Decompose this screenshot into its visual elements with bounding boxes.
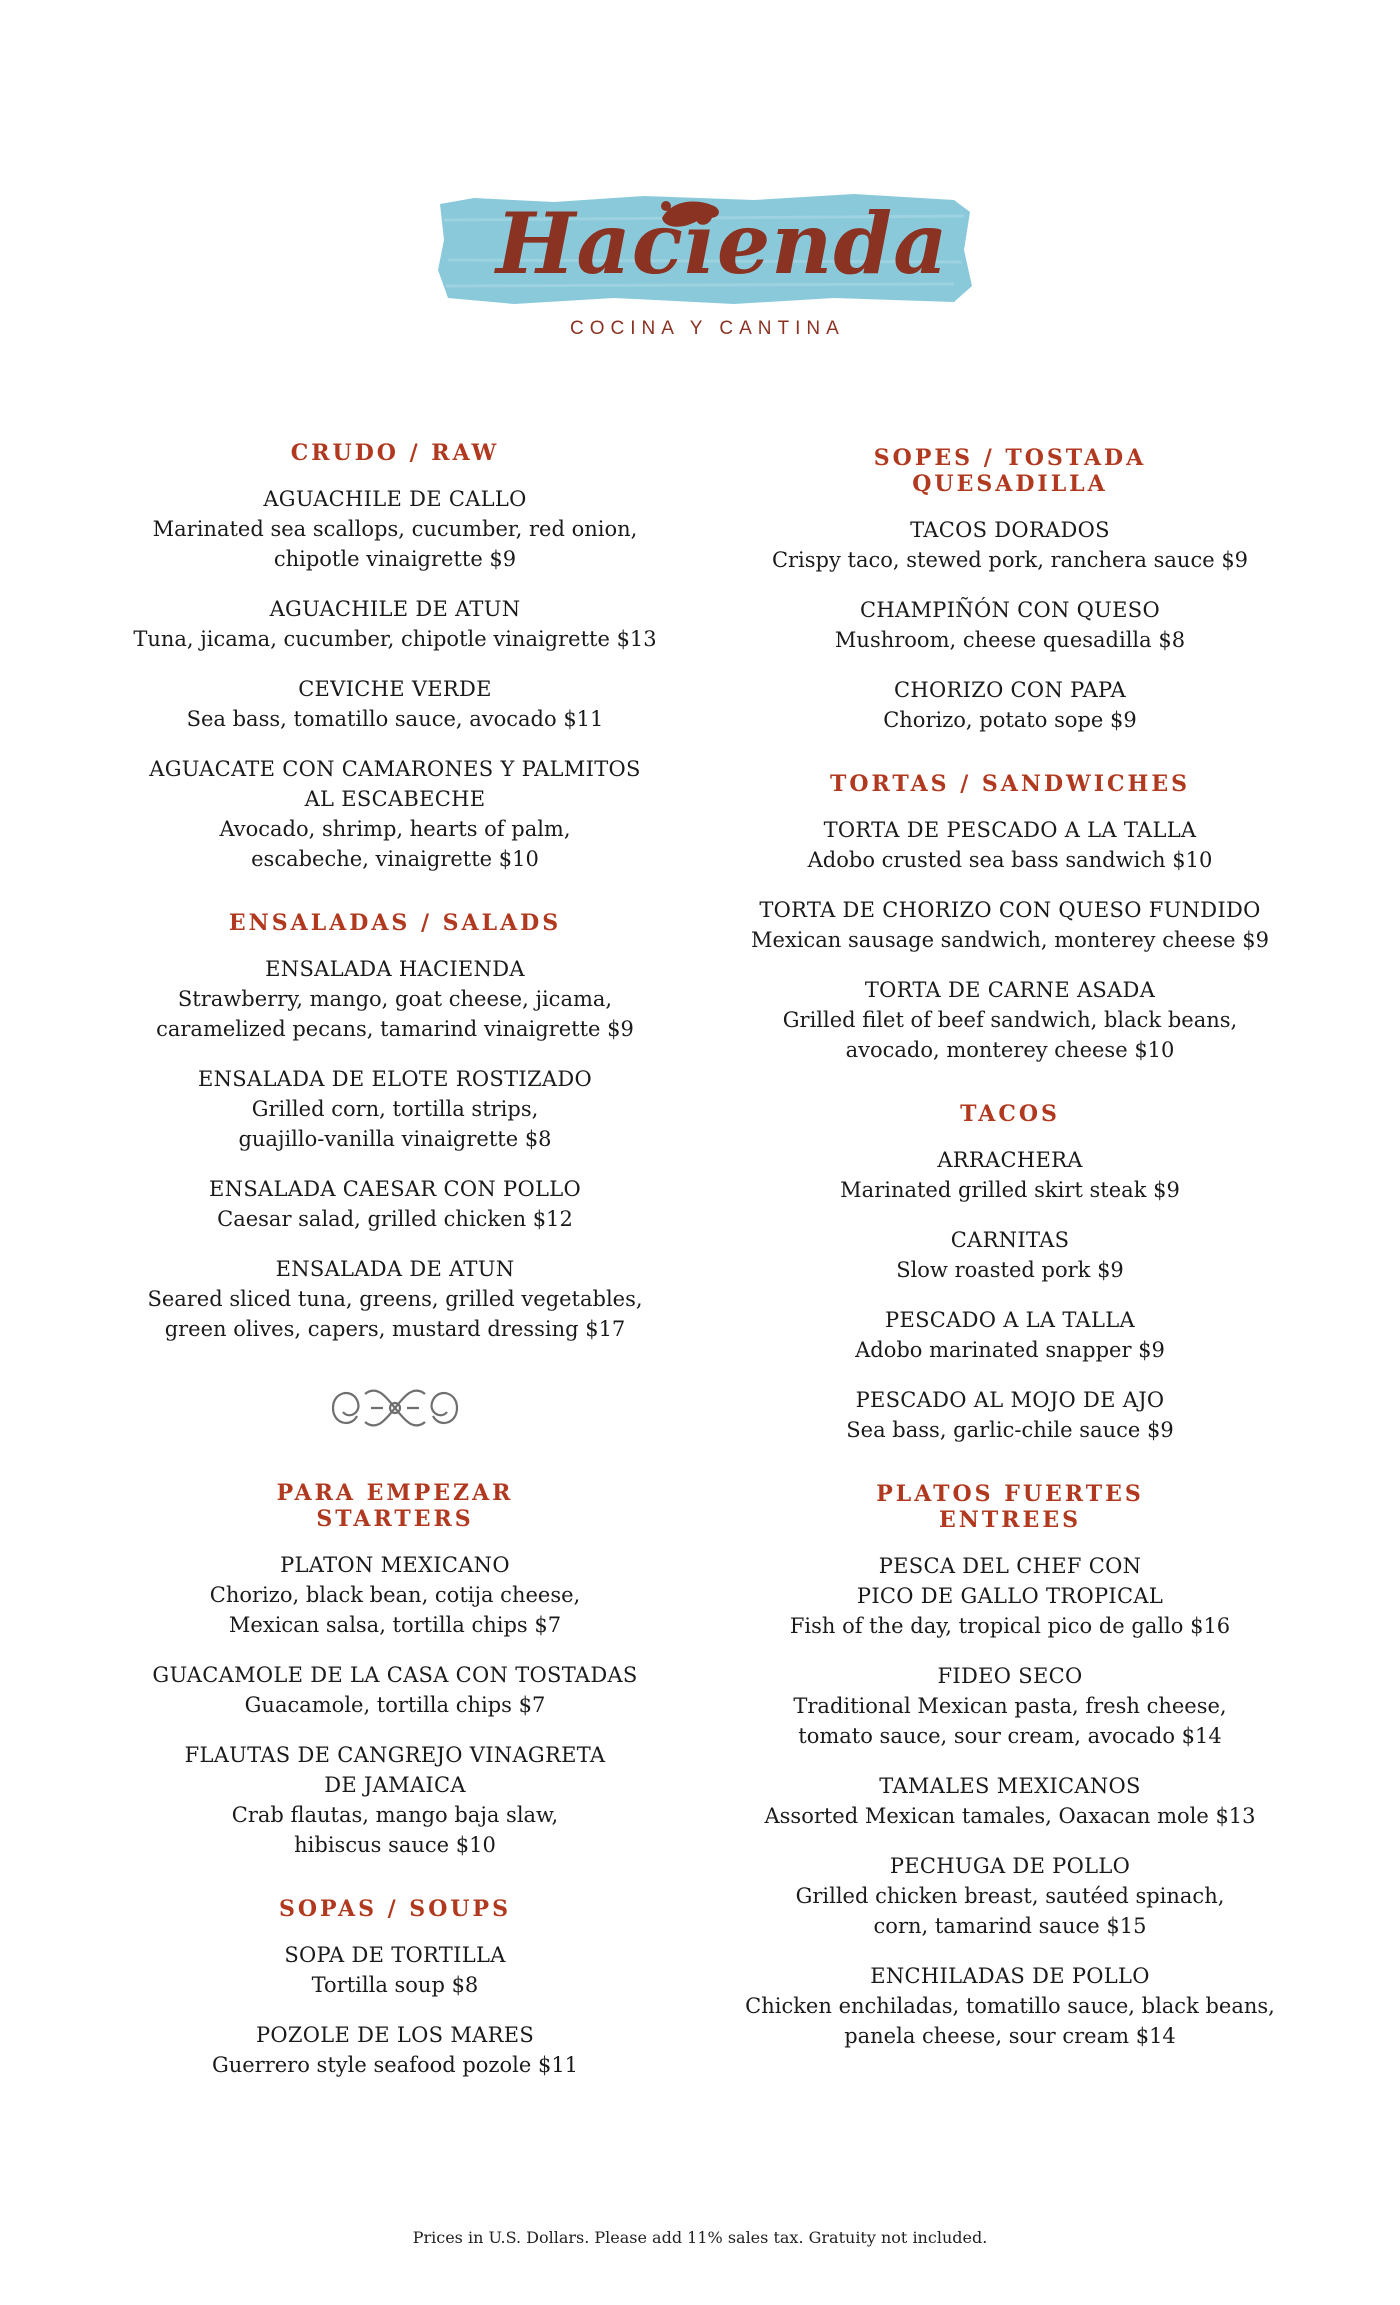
menu-item-description: Chorizo, potato sope $9 xyxy=(883,708,1137,732)
menu-item-description: Mushroom, cheese quesadilla $8 xyxy=(834,628,1186,652)
menu-item xyxy=(730,675,1290,735)
menu-item-description: caramelized pecans, tamarind vinaigrette $9 xyxy=(156,1017,634,1041)
menu-item-name: CHAMPIÑÓN CON QUESO xyxy=(860,598,1160,622)
section-title xyxy=(115,1896,675,1922)
section-title xyxy=(730,771,1290,797)
section-title-line: TACOS xyxy=(960,1101,1060,1127)
menu-item xyxy=(115,1174,675,1234)
section-title-line: ENSALADAS / SALADS xyxy=(228,910,562,936)
menu-item-description: Sea bass, garlic-chile sauce $9 xyxy=(846,1418,1174,1442)
menu-item-name: PESCADO AL MOJO DE AJO xyxy=(855,1388,1165,1412)
menu-item-name: CHORIZO CON PAPA xyxy=(893,678,1127,702)
menu-item-name: TACOS DORADOS xyxy=(910,518,1110,542)
menu-item-name: ENSALADA CAESAR CON POLLO xyxy=(209,1177,581,1201)
menu-item xyxy=(115,1740,675,1860)
menu-item xyxy=(730,975,1290,1065)
menu-item-name: DE JAMAICA xyxy=(324,1773,466,1797)
menu-item xyxy=(730,1661,1290,1751)
menu-item-description: Grilled corn, tortilla strips, xyxy=(251,1097,539,1121)
menu-item-description: chipotle vinaigrette $9 xyxy=(273,547,517,571)
menu-item-name: CEVICHE VERDE xyxy=(298,677,492,701)
menu-item-name: PESCA DEL CHEF CON xyxy=(878,1554,1142,1578)
menu-item-name: AGUACHILE DE ATUN xyxy=(269,597,521,621)
menu-item-description: green olives, capers, mustard dressing $17 xyxy=(164,1317,626,1341)
menu-item-description: Mexican salsa, tortilla chips $7 xyxy=(228,1613,562,1637)
menu-section xyxy=(730,1481,1290,2051)
menu-item-name: POZOLE DE LOS MARES xyxy=(255,2023,535,2047)
menu-section xyxy=(730,445,1290,735)
menu-item-description: Marinated sea scallops, cucumber, red onion, xyxy=(152,517,638,541)
menu-column-right xyxy=(730,445,1290,2087)
section-title xyxy=(115,910,675,936)
menu-item xyxy=(730,1385,1290,1445)
menu-item-description: Grilled filet of beef sandwich, black beans, xyxy=(782,1008,1238,1032)
menu-item-name: FLAUTAS DE CANGREJO VINAGRETA xyxy=(184,1743,606,1767)
section-title xyxy=(730,1481,1290,1533)
menu-item xyxy=(730,1145,1290,1205)
menu-item-description: Chorizo, black bean, cotija cheese, xyxy=(209,1583,581,1607)
menu-item-description: Guerrero style seafood pozole $11 xyxy=(211,2053,579,2077)
logo-wordmark: Hacienda xyxy=(496,194,949,293)
menu-item xyxy=(730,1771,1290,1831)
menu-item-name: AGUACATE CON CAMARONES Y PALMITOS xyxy=(149,757,641,781)
menu-item-name: ARRACHERA xyxy=(937,1148,1083,1172)
section-title-line: PARA EMPEZAR xyxy=(276,1480,514,1506)
menu-section xyxy=(730,1101,1290,1445)
menu-item-description: panela cheese, sour cream $14 xyxy=(844,2024,1176,2048)
section-title-line: TORTAS / SANDWICHES xyxy=(829,771,1190,797)
menu-item-description: Crispy taco, stewed pork, ranchera sauce $9 xyxy=(771,548,1249,572)
menu-item xyxy=(115,954,675,1044)
section-title-line: ENTREES xyxy=(939,1507,1081,1533)
menu-item-name: TORTA DE CHORIZO CON QUESO FUNDIDO xyxy=(759,898,1261,922)
menu-section xyxy=(115,1480,675,1860)
section-title xyxy=(730,1101,1290,1127)
menu-section xyxy=(115,440,675,874)
menu-item-name: PLATON MEXICANO xyxy=(280,1553,510,1577)
section-title-line: CRUDO / RAW xyxy=(290,440,500,466)
menu-item xyxy=(730,595,1290,655)
menu-item-description: avocado, monterey cheese $10 xyxy=(845,1038,1175,1062)
menu-item xyxy=(730,1225,1290,1285)
menu-item-description: Avocado, shrimp, hearts of palm, xyxy=(219,817,571,841)
section-title xyxy=(115,440,675,466)
menu-item xyxy=(115,1064,675,1154)
menu-item-description: Crab flautas, mango baja slaw, xyxy=(231,1803,559,1827)
section-title xyxy=(730,445,1290,497)
menu-section xyxy=(115,910,675,1344)
menu-item-description: Guacamole, tortilla chips $7 xyxy=(244,1693,546,1717)
menu-item-name: FIDEO SECO xyxy=(937,1664,1083,1688)
menu-item-name: TORTA DE CARNE ASADA xyxy=(864,978,1156,1002)
menu-item xyxy=(115,674,675,734)
menu-item xyxy=(115,484,675,574)
menu-item xyxy=(115,1254,675,1344)
menu-item xyxy=(730,515,1290,575)
menu-column-left xyxy=(115,440,675,2116)
menu-item xyxy=(115,2020,675,2080)
section-title-line: SOPAS / SOUPS xyxy=(279,1896,511,1922)
menu-item-description: Assorted Mexican tamales, Oaxacan mole $13 xyxy=(764,1804,1256,1828)
menu-item-name: ENCHILADAS DE POLLO xyxy=(870,1964,1150,1988)
section-title xyxy=(115,1480,675,1532)
menu-item-description: Adobo crusted sea bass sandwich $10 xyxy=(807,848,1213,872)
menu-item-description: Slow roasted pork $9 xyxy=(896,1258,1124,1282)
menu-item-description: Adobo marinated snapper $9 xyxy=(855,1338,1165,1362)
menu-item xyxy=(730,895,1290,955)
menu-item-description: Marinated grilled skirt steak $9 xyxy=(840,1178,1180,1202)
menu-item-name: ENSALADA HACIENDA xyxy=(265,957,525,981)
menu-item-description: Strawberry, mango, goat cheese, jicama, xyxy=(177,987,613,1011)
menu-item-description: Grilled chicken breast, sautéed spinach, xyxy=(795,1884,1225,1908)
menu-item-description: Mexican sausage sandwich, monterey cheese $9 xyxy=(751,928,1269,952)
menu-item-description: Seared sliced tuna, greens, grilled vegetables, xyxy=(147,1287,643,1311)
menu-item-description: hibiscus sauce $10 xyxy=(294,1833,496,1857)
section-title-line: STARTERS xyxy=(316,1506,474,1532)
menu-item-description: Caesar salad, grilled chicken $12 xyxy=(217,1207,573,1231)
menu-item-name: ENSALADA DE ELOTE ROSTIZADO xyxy=(197,1067,593,1091)
menu-item xyxy=(730,1851,1290,1941)
menu-item xyxy=(730,815,1290,875)
menu-item-name: AL ESCABECHE xyxy=(304,787,486,811)
menu-item xyxy=(115,1940,675,2000)
menu-item-description: Sea bass, tomatillo sauce, avocado $11 xyxy=(186,707,604,731)
logo-subtitle: COCINA Y CANTINA xyxy=(570,318,845,339)
restaurant-logo xyxy=(434,190,974,350)
menu-section xyxy=(730,771,1290,1065)
menu-item-name: PESCADO A LA TALLA xyxy=(885,1308,1135,1332)
menu-item-name: PECHUGA DE POLLO xyxy=(889,1854,1131,1878)
menu-item xyxy=(115,754,675,874)
menu-item-name: TORTA DE PESCADO A LA TALLA xyxy=(823,818,1197,842)
menu-item xyxy=(115,1660,675,1720)
ornamental-divider xyxy=(325,1380,465,1436)
section-title-line: SOPES / TOSTADA xyxy=(873,445,1147,471)
menu-item-name: CARNITAS xyxy=(950,1228,1070,1252)
section-title-line: QUESADILLA xyxy=(912,471,1108,497)
menu-item-description: Fish of the day, tropical pico de gallo $16 xyxy=(789,1614,1231,1638)
menu-item-description: Tortilla soup $8 xyxy=(311,1973,479,1997)
menu-item xyxy=(730,1305,1290,1365)
menu-item-description: Traditional Mexican pasta, fresh cheese, xyxy=(793,1694,1227,1718)
menu-section xyxy=(115,1896,675,2080)
menu-item-description: corn, tamarind sauce $15 xyxy=(873,1914,1147,1938)
menu-item-description: Tuna, jicama, cucumber, chipotle vinaigrette $13 xyxy=(133,627,657,651)
menu-item-name: PICO DE GALLO TROPICAL xyxy=(856,1584,1164,1608)
footer-note: Prices in U.S. Dollars. Please add 11% sales tax. Gratuity not included. xyxy=(412,2228,988,2247)
menu-item-name: GUACAMOLE DE LA CASA CON TOSTADAS xyxy=(152,1663,638,1687)
menu-item-name: SOPA DE TORTILLA xyxy=(284,1943,506,1967)
menu-item xyxy=(730,1551,1290,1641)
menu-item-name: TAMALES MEXICANOS xyxy=(879,1774,1141,1798)
section-title-line: PLATOS FUERTES xyxy=(876,1481,1144,1507)
menu-item-description: escabeche, vinaigrette $10 xyxy=(251,847,539,871)
menu-item-name: ENSALADA DE ATUN xyxy=(275,1257,515,1281)
menu-item xyxy=(115,594,675,654)
menu-item-description: Chicken enchiladas, tomatillo sauce, black beans, xyxy=(745,1994,1275,2018)
menu-item-description: tomato sauce, sour cream, avocado $14 xyxy=(798,1724,1222,1748)
menu-item-name: AGUACHILE DE CALLO xyxy=(263,487,527,511)
menu-item-description: guajillo-vanilla vinaigrette $8 xyxy=(238,1127,552,1151)
menu-item xyxy=(730,1961,1290,2051)
menu-item xyxy=(115,1550,675,1640)
